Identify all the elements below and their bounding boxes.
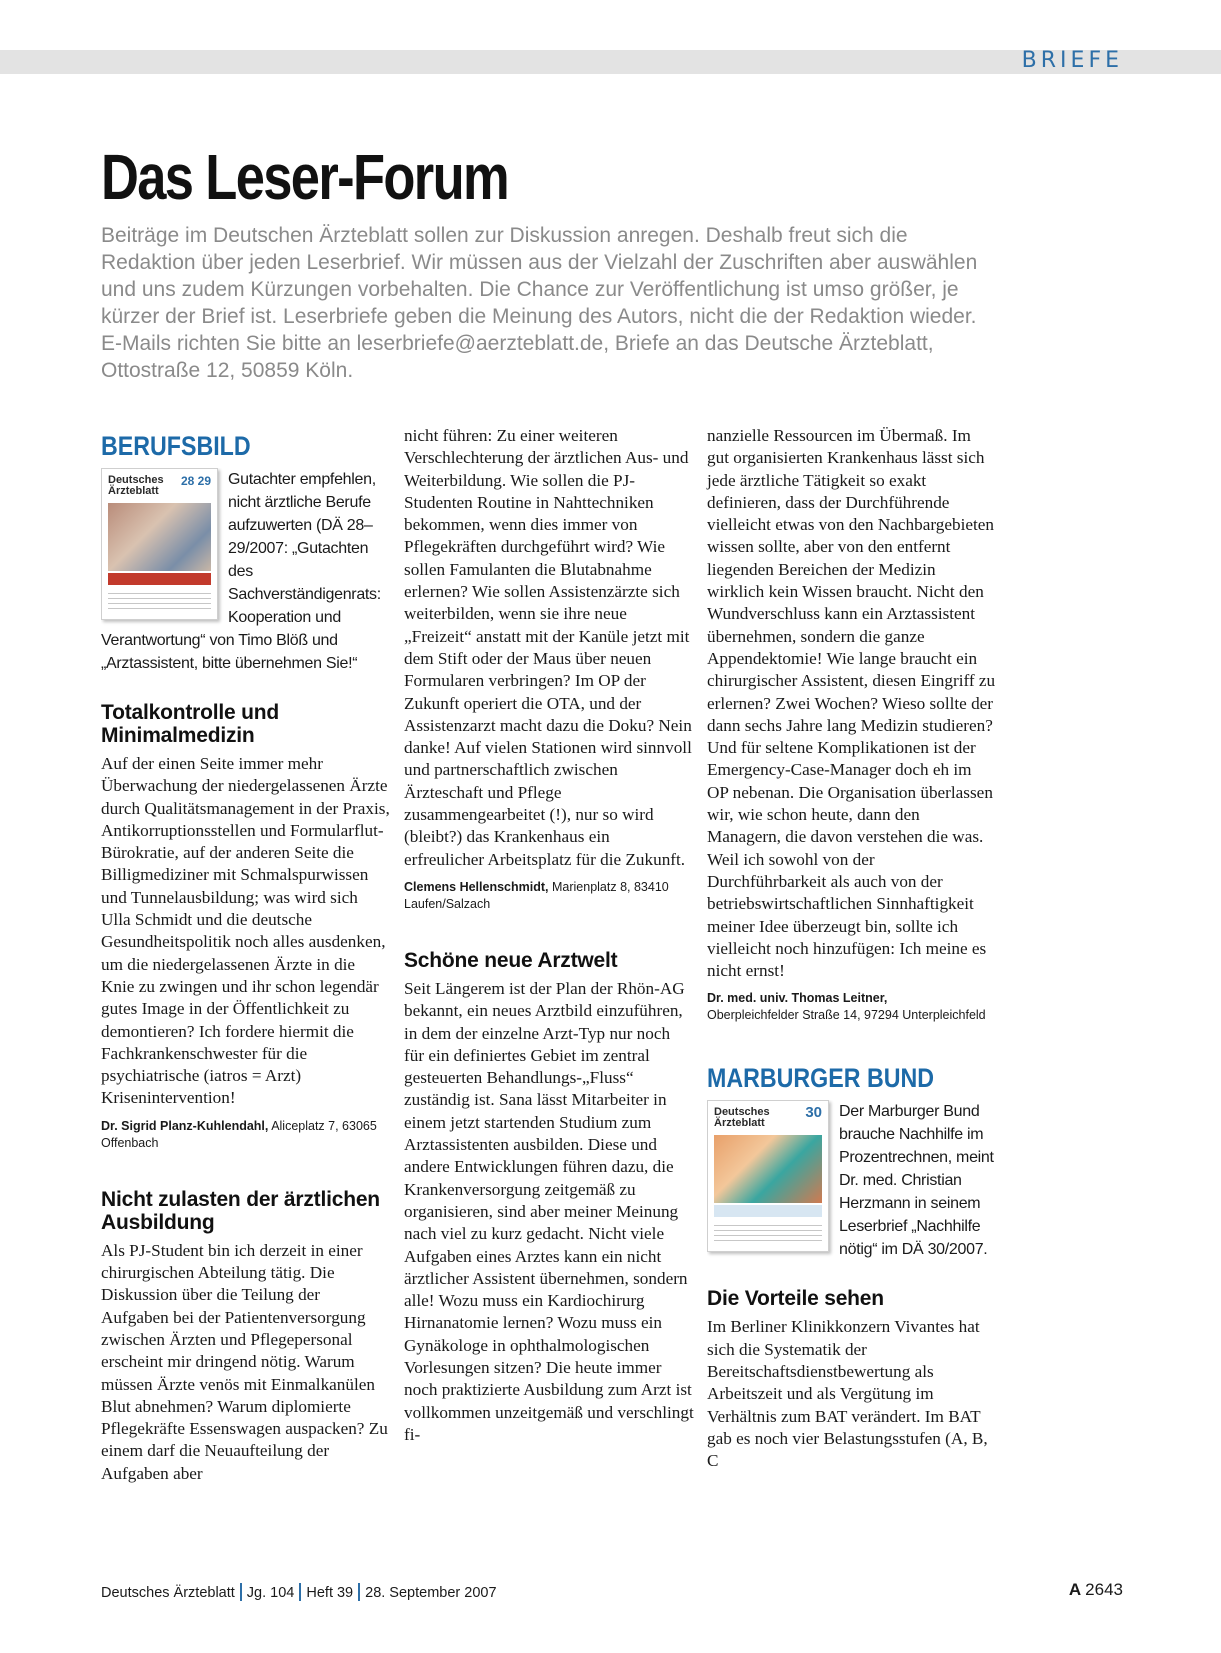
column-3 — [707, 426, 997, 1473]
column-1 — [101, 430, 391, 1485]
footer-date: 28. September 2007 — [365, 1585, 497, 1601]
cover-photo — [714, 1135, 822, 1203]
footer-separator — [358, 1583, 360, 1601]
letter-heading: Nicht zulasten der ärztlichen Ausbildung — [101, 1187, 380, 1234]
cover-band — [714, 1205, 822, 1217]
letter-body: Auf der einen Seite immer mehr Überwachung der niedergelassenen Ärzte durch Qualitätsmanagement in der Praxis, Antikorruptionsstellen und Formularflut-Bürokratie, auf der anderen Seite die Billigmediziner mit Schmalspurwissen und Tunnelausbildung; was wird sich Ulla Schmidt und die deutsche Gesundheitspolitik noch alles ausdenken, um die niedergelassenen Ärzte in die Knie zu zwingen und ihr schon legendär gutes Image in der Öffentlichkeit zu demontieren? Ich fordere hiermit die Fachkrankenschwester für die psychiatrische (iatros = Arzt) Krisenintervention! — [101, 754, 390, 1108]
letter-body: Seit Längerem ist der Plan der Rhön-AG bekannt, ein neues Arztbild einzuführen, in dem der einzelne Arzt-Typ nur noch für ein definiertes Gebiet im zentral gesteuerten Behandlungs-„Fluss“ zuständig ist. Sana lässt Mitarbeiter in einem jetzt startenden Studium zum Arztassistenten ausbilden. Diese und andere Entwicklungen führen dazu, die Krankenversorgung zeitgemäß zu organisieren, sind aber meiner Meinung nach viel zu kurz gedacht. Nicht viele Aufgaben eines Arztes kann ein nicht ärztlicher Assistent übernehmen, sondern alle! Wozu muss ein Kardiochirurg Hirnanatomie lernen? Wozu muss ein Gynäkologe in ophthalmologischen Vorlesungen sitzen? Die heute immer noch praktizierte Ausbildung zum Arzt ist vollkommen unzeitgemäß und verschlingt fi- — [404, 978, 694, 1444]
letter-body-continued: nicht führen: Zu einer weiteren Verschlechterung der ärztlichen Aus- und Weiterbildung. Wie sollen die PJ-Studenten Routine in Nahttechniken bekommen, wenn dies immer von Pflegekräften durchgeführt wird? Wie sollen Famulanten die Blutabnahme erlernen? Wie sollen Assistenzärzte sich weiterbilden, wenn sie ihre neue „Freizeit“ anstatt mit der Kanüle jetzt mit dem Stift oder der Maus über neuen Formularen verbringen? Im OP der Zukunft operiert die OTA, und der Assistenzarzt macht dazu die Doku? Nein danke! Auf vielen Stationen wird sinnvoll und partnerschaftlich zwischen Ärzteschaft und Pflege zusammengearbeitet (!), nur so wird (bleibt?) das Krankenhaus ein erfreulicher Arbeitsplatz für die Zukunft. — [404, 426, 692, 869]
author-address: Aliceplatz 7, 63065 Offenbach — [101, 1118, 377, 1150]
letter-body: Als PJ-Student bin ich derzeit in einer chirurgischen Abteilung tätig. Die Diskussion über die Teilung der Aufgaben bei der Patientenversorgung zwischen Ärzten und Pflegepersonal erscheint mir dringend nötig. Warum müssen Ärzte venös mit Einmalkanülen Blut abnehmen? Warum diplomierte Pflegekräfte Essenswagen auspacken? Zu einem darf die Neuaufteilung der Aufgaben aber — [101, 1240, 388, 1483]
teaser-berufsbild — [101, 468, 391, 675]
rubric-marburger-bund: MARBURGER BUND — [707, 1063, 935, 1094]
author-address: Marienplatz 8, 83410 Laufen/Salzach — [404, 879, 669, 911]
cover-issue-number: 28 29 — [180, 474, 211, 488]
footer-citation — [101, 1583, 497, 1601]
cover-masthead: Deutsches Ärzteblatt — [714, 1106, 770, 1130]
page-number — [1069, 1580, 1123, 1600]
cover-photo — [108, 503, 211, 571]
letter-signature — [101, 1118, 391, 1152]
cover-masthead: Deutsches Ärzteblatt — [108, 474, 164, 497]
author-name: Dr. Sigrid Planz-Kuhlendahl, — [101, 1118, 269, 1133]
cover-text-lines — [108, 589, 211, 611]
magazine-cover-thumbnail — [707, 1100, 829, 1252]
footer-journal: Deutsches Ärzteblatt — [101, 1585, 235, 1601]
footer-separator — [240, 1583, 242, 1601]
letter-body: Im Berliner Klinikkonzern Vivantes hat sich die Systematik der Bereitschaftsdienstbewertung als Arbeitszeit und als Vergütung im Verhältnis zum BAT verändert. Im BAT gab es noch vier Belastungsstufen (A, B, C — [707, 1317, 988, 1471]
page-prefix: A — [1068, 1580, 1082, 1599]
letter-signature — [707, 990, 997, 1024]
cover-band — [108, 573, 211, 585]
teaser-text: Der Marburger Bund brauche Nachhilfe im Prozentrechnen, meint Dr. med. Christian Herzmann in seinem Leserbrief „Nachhilfe nötig“ im DÄ 30/2007. — [839, 1103, 994, 1259]
teaser-text: Gutachter empfehlen, nicht ärztliche Berufe aufzuwerten (DÄ 28–29/2007: „Gutachten des Sachverständigenrats: Kooperation und Verantwortung“ von Timo Blöß und „Arztassistent, bitte übernehmen Sie!“ — [101, 471, 381, 672]
letter-body-continued: nanzielle Ressourcen im Übermaß. Im gut organisierten Krankenhaus lässt sich jede ärztliche Tätigkeit so exakt definieren, dass der Durchführende vielleicht etwas von den Nachbargebieten wissen sollte, aber von den entfernt liegenden Bereichen der Medizin wirklich kein Wissen braucht. Nicht den Wundverschluss kann ein Arztassistent übernehmen, sondern die ganze Appendektomie! Wie lange braucht ein chirurgischer Assistent, diesen Eingriff zu erlernen? Zwei Wochen? Wieso sollte der dann sechs Jahre lang Medizin studieren? Und für seltene Komplikationen ist der Emergency-Case-Manager doch eh im OP nebenan. Die Organisation überlassen wir, wie schon heute, dann den Managern, die davon verstehen die was. Weil ich sowohl von der Durchführbarkeit als auch von der betriebswirtschaftlichen Sinnhaftigkeit meiner Idee überzeugt bin, sollte ich vielleicht noch hinzufügen: Ich meine es nicht ernst! — [707, 426, 996, 981]
letter-signature — [404, 879, 694, 913]
author-address: Oberpleichfelder Straße 14, 97294 Unterpleichfeld — [707, 1008, 986, 1023]
footer-volume: Jg. 104 — [246, 1585, 295, 1601]
column-2 — [404, 426, 694, 1446]
magazine-cover-thumbnail — [101, 468, 218, 620]
cover-text-lines — [714, 1221, 822, 1243]
page-title: Das Leser-Forum — [101, 141, 509, 213]
teaser-marburger-bund — [707, 1100, 997, 1261]
author-name: Clemens Hellenschmidt, — [404, 879, 549, 894]
page-number-value: 2643 — [1085, 1580, 1123, 1599]
section-label: BRIEFE — [1021, 48, 1123, 73]
letter-heading: Totalkontrolle und Minimalmedizin — [101, 701, 279, 747]
intro-text: Beiträge im Deutschen Ärzteblatt sollen zur Diskussion anregen. Deshalb freut sich die Redaktion über jeden Leserbrief. Wir müssen aus der Vielzahl der Zuschriften aber auswählen und uns zudem Kürzungen vorbehalten. Die Chance zur Veröffentlichung ist umso größer, je kürzer der Brief ist. Leserbriefe geben die Meinung des Autors, nicht die der Redaktion wieder. E-Mails richten Sie bitte an leserbriefe@aerzteblatt.de, Briefe an das Deutsche Ärzteblatt, Ottostraße 12, 50859 Köln. — [101, 224, 978, 382]
letter-heading: Die Vorteile sehen — [707, 1287, 884, 1311]
cover-issue-number: 30 — [805, 1104, 822, 1122]
footer-issue: Heft 39 — [306, 1585, 354, 1601]
letter-heading: Schöne neue Arztwelt — [404, 948, 618, 972]
rubric-berufsbild: BERUFSBILD — [101, 431, 251, 461]
author-name: Dr. med. univ. Thomas Leitner, — [707, 991, 888, 1006]
footer-separator — [299, 1583, 301, 1601]
